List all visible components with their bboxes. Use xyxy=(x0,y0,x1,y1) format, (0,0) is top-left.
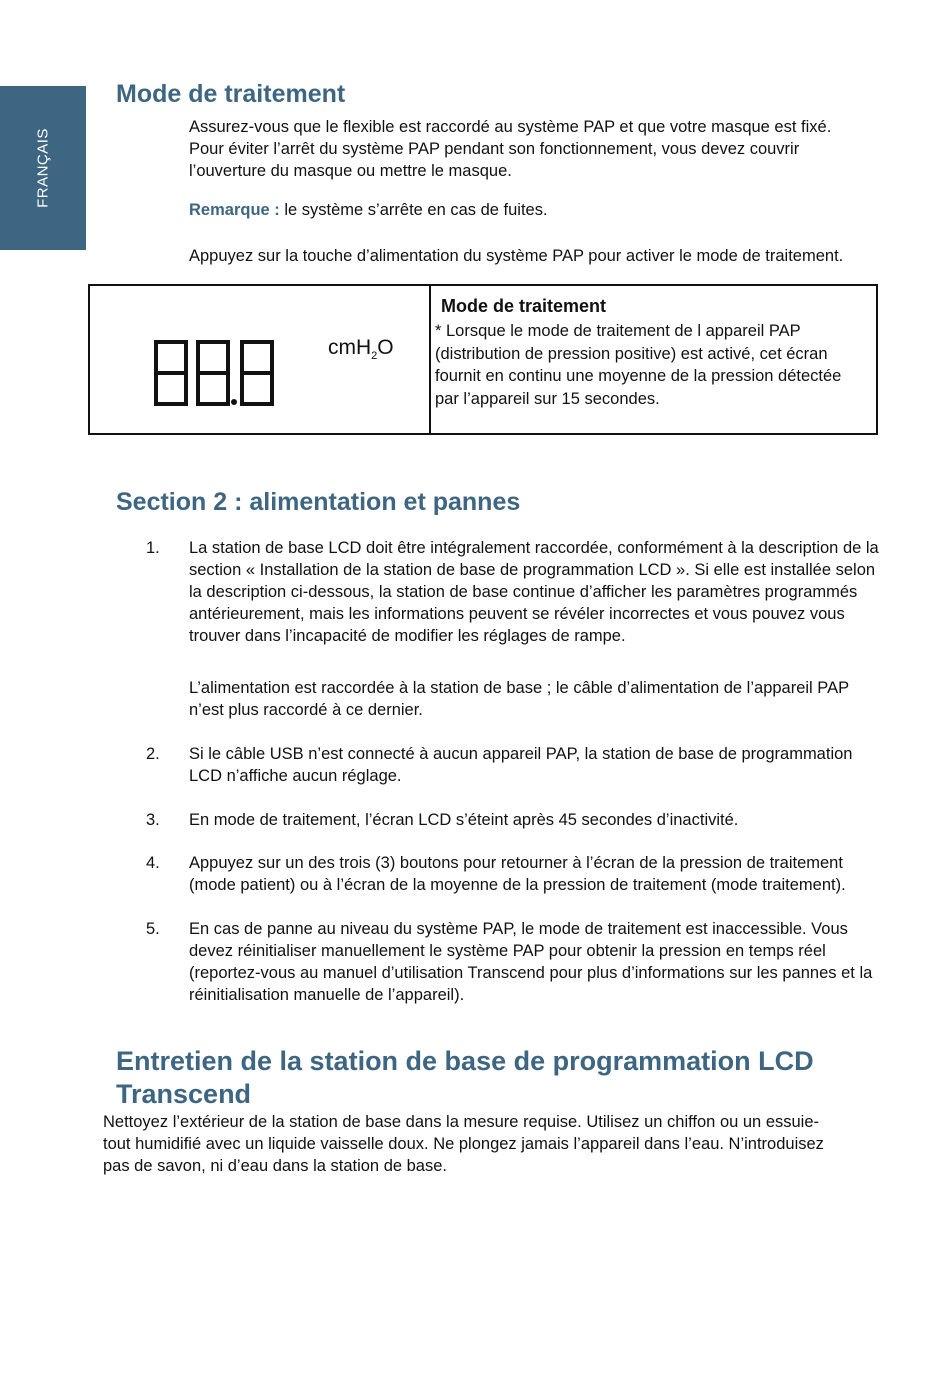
power-section-title: Section 2 : alimentation et pannes xyxy=(116,488,521,516)
lcd-digits-illustration xyxy=(152,338,294,410)
mode-instruction: Appuyez sur la touche d’alimentation du système PAP pour activer le mode de traitement. xyxy=(189,247,844,265)
maintenance-section-title: Entretien de la station de base de programmation LCD Transcend xyxy=(116,1046,814,1109)
maintenance-text: Nettoyez l’extérieur de la station de base dans la mesure requise. Utilisez un chiffon ou un essuie-tout humidifié avec un liquide vaisselle doux. Ne plongez jamais l’appareil dans l’eau. N’introduisez pas de savon, ni d’eau dans la station de base. xyxy=(103,1113,824,1175)
language-tab xyxy=(0,86,86,250)
mode-note xyxy=(189,199,859,221)
box-divider xyxy=(429,286,431,433)
note-text: le système s’arrête en cas de fuites. xyxy=(279,201,548,219)
pressure-unit-label: cmH$_2$O xyxy=(328,336,394,363)
list-item-extra: L’alimentation est raccordée à la station de base ; le câble d’alimentation de l’appareil PAP n’est plus raccordé à ce dernier. xyxy=(189,679,849,719)
language-tab-label: FRANÇAIS xyxy=(34,128,52,208)
note-label: Remarque : xyxy=(189,201,280,219)
mode-section-title: Mode de traitement xyxy=(116,80,346,108)
panel-description: * Lorsque le mode de traitement de l appareil PAP (distribution de pression positive) est activé, cet écran fournit en continu une moyenne de la pression détectée par l’appareil sur 15 secondes. xyxy=(435,322,842,408)
treatment-mode-display-box xyxy=(88,284,878,435)
mode-intro-text: Assurez-vous que le flexible est raccordé au système PAP et que votre masque est fixé. Pour éviter l’arrêt du système PAP pendant son fonctionnement, vous devez couvrir l’ouverture du masque ou mettre le masque. xyxy=(189,118,832,180)
panel-title: Mode de traitement xyxy=(441,296,607,316)
